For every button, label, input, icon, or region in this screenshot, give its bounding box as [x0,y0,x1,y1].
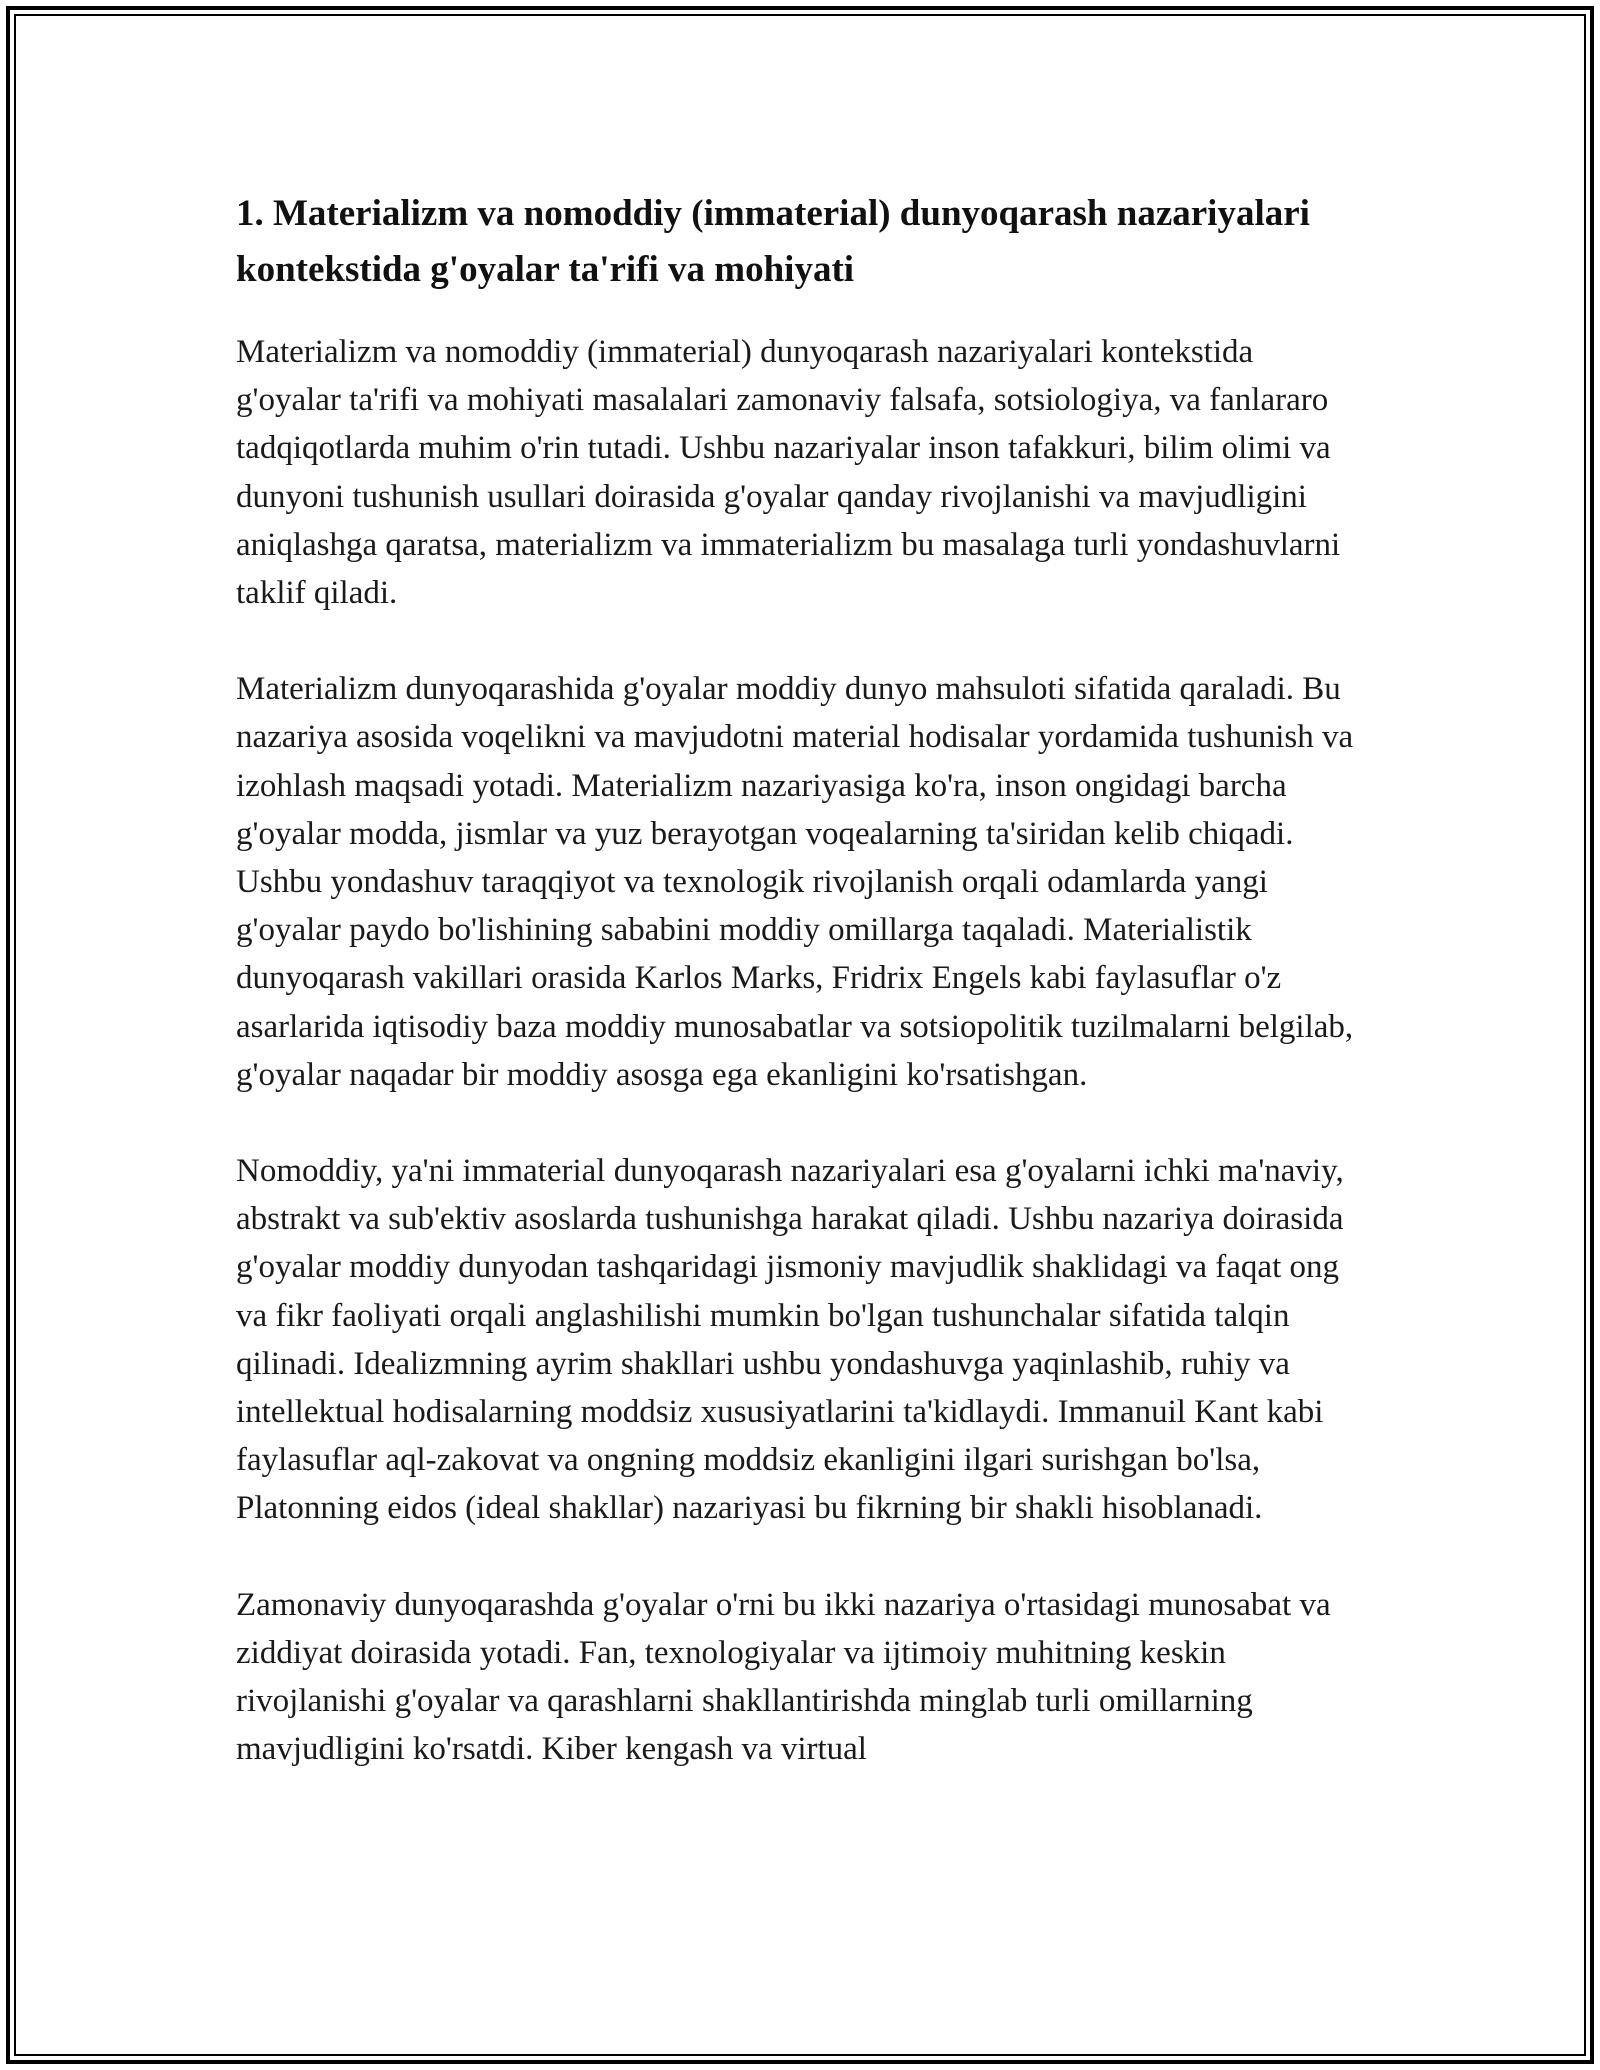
paragraph-1: Materializm va nomoddiy (immaterial) dunyoqarash nazariyalari kontekstida g'oyalar ta'rifi va mohiyati masalalari zamonaviy falsafa, sotsiologiya, va fanlararo tadqiqotlarda muhim o'rin tutadi. Ushbu nazariyalar inson tafakkuri, bilim olimi va dunyoni tushunish usullari doirasida g'oyalar qanday rivojlanishi va mavjudligini aniqlashga qaratsa, materializm va immaterializm bu masalaga turli yondashuvlarni taklif qiladi. [236,334,1341,612]
document-body [236,186,1366,1821]
section-heading: 1. Materializm va nomoddiy (immaterial) dunyoqarash nazariyalari kontekstida g'oyalar ta'rifi va mohiyati [236,193,1310,290]
paragraph-4: Zamonaviy dunyoqarashda g'oyalar o'rni bu ikki nazariya o'rtasidagi munosabat va ziddiyat doirasida yotadi. Fan, texnologiyalar va ijtimoiy muhitning keskin rivojlanishi g'oyalar va qarashlarni shakllantirishda minglab turli omillarning mavjudligini ko'rsatdi. Kiber kengash va virtual [236,1586,1331,1768]
paragraph-2: Materializm dunyoqarashida g'oyalar moddiy dunyo mahsuloti sifatida qaraladi. Bu nazariya asosida voqelikni va mavjudotni material hodisalar yordamida tushunish va izohlash maqsadi yotadi. Materializm nazariyasiga ko'ra, inson ongidagi barcha g'oyalar modda, jismlar va yuz berayotgan voqealarning ta'siridan kelib chiqadi. Ushbu yondashuv taraqqiyot va texnologik rivojlanish orqali odamlarda yangi g'oyalar paydo bo'lishining sababini moddiy omillarga taqaladi. Materialistik dunyoqarash vakillari orasida Karlos Marks, Fridrix Engels kabi faylasuflar o'z asarlarida iqtisodiy baza moddiy munosabatlar va sotsiopolitik tuzilmalarni belgilab, g'oyalar naqadar bir moddiy asosga ega ekanligini ko'rsatishgan. [236,671,1354,1093]
paragraph-3: Nomoddiy, ya'ni immaterial dunyoqarash nazariyalari esa g'oyalarni ichki ma'naviy, abstrakt va sub'ektiv asoslarda tushunishga harakat qiladi. Ushbu nazariya doirasida g'oyalar moddiy dunyodan tashqaridagi jismoniy mavjudlik shaklidagi va faqat ong va fikr faoliyati orqali anglashilishi mumkin bo'lgan tushunchalar sifatida talqin qilinadi. Idealizmning ayrim shakllari ushbu yondashuvga yaqinlashib, ruhiy va intellektual hodisalarning moddsiz xususiyatlarini ta'kidlaydi. Immanuil Kant kabi faylasuflar aql-zakovat va ongning moddsiz ekanligini ilgari surishgan bo'lsa, Platonning eidos (ideal shakllar) nazariyasi bu fikrning bir shakli hisoblanadi. [236,1153,1344,1527]
